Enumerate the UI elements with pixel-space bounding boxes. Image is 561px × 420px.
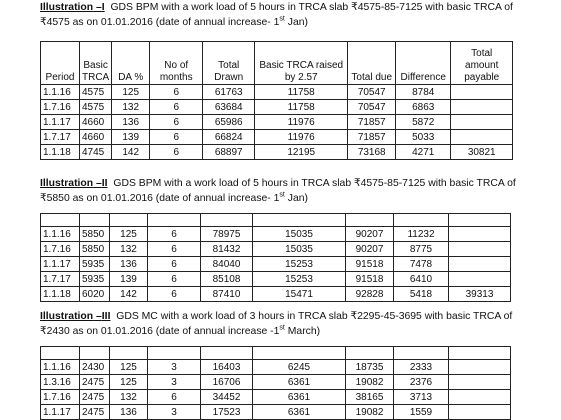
table-row xyxy=(41,85,513,100)
illustration-3-table xyxy=(40,346,511,420)
illustration-2-label: Illustration –II xyxy=(40,178,108,189)
table-row xyxy=(41,360,511,375)
table-cell: 11232 xyxy=(394,227,449,242)
table-cell: 3 xyxy=(148,375,201,390)
table-cell: 30821 xyxy=(451,145,513,160)
table-cell: 78975 xyxy=(201,227,253,242)
illustration-1-label: Illustration –I xyxy=(40,2,105,13)
table-cell: 4575 xyxy=(80,85,112,100)
table-cell: 66824 xyxy=(203,130,255,145)
table-cell xyxy=(80,347,110,360)
table-cell: 63684 xyxy=(203,100,255,115)
illustration-2-line1: GDS BPM with a work load of 5 hours in TRCA slab ₹4575-85-7125 with basic TRCA of xyxy=(113,178,516,189)
table-cell xyxy=(451,130,513,145)
table-cell: 132 xyxy=(112,100,150,115)
table-cell: 1.1.18 xyxy=(41,287,80,302)
table-cell: 2376 xyxy=(394,375,449,390)
table-cell: 6 xyxy=(148,242,201,257)
table-cell: 5935 xyxy=(80,257,110,272)
table-cell xyxy=(148,214,201,227)
table-cell: 6361 xyxy=(253,390,346,405)
table-cell xyxy=(253,214,346,227)
table-cell: 6 xyxy=(150,100,203,115)
table-cell: 11758 xyxy=(255,85,348,100)
column-header: Total due xyxy=(348,42,396,85)
table-cell: 71857 xyxy=(348,130,396,145)
illustration-2-heading xyxy=(40,177,552,192)
table-cell: 12195 xyxy=(255,145,348,160)
table-row xyxy=(41,390,511,405)
table-blank-row xyxy=(41,214,511,227)
illustration-1-line1: GDS BPM with a work load of 5 hours in TRCA slab ₹4575-85-7125 with basic TRCA of xyxy=(110,2,513,13)
table-cell: 4660 xyxy=(80,115,112,130)
table-cell: 91518 xyxy=(346,257,394,272)
table-cell: 139 xyxy=(112,130,150,145)
table-cell: 6 xyxy=(150,130,203,145)
table-cell: 15035 xyxy=(253,242,346,257)
table-cell: 139 xyxy=(110,272,148,287)
table-cell: 61763 xyxy=(203,85,255,100)
table-cell: 71857 xyxy=(348,115,396,130)
column-header: Basic TRCA xyxy=(80,42,112,85)
table-cell: 4575 xyxy=(80,100,112,115)
table-cell: 5033 xyxy=(396,130,451,145)
table-row xyxy=(41,227,511,242)
column-header: Basic TRCA raised by 2.57 xyxy=(255,42,348,85)
table-cell: 6 xyxy=(148,257,201,272)
table-cell: 1.3.16 xyxy=(41,375,80,390)
table-cell: 15253 xyxy=(253,257,346,272)
table-row xyxy=(41,257,511,272)
table-cell: 6245 xyxy=(253,360,346,375)
table-cell: 3 xyxy=(148,360,201,375)
table-cell: 15471 xyxy=(253,287,346,302)
table-cell: 90207 xyxy=(346,227,394,242)
table-cell xyxy=(451,115,513,130)
table-cell xyxy=(451,100,513,115)
table-cell: 5850 xyxy=(80,242,110,257)
table-cell: 6361 xyxy=(253,405,346,420)
table-cell: 19082 xyxy=(346,405,394,420)
table-cell xyxy=(449,272,511,287)
illustration-1-heading-line2: ₹4575 as on 01.01.2016 (date of annual increase- 1st Jan) xyxy=(40,15,308,28)
illustration-3-heading-line2: ₹2430 as on 01.01.2016 (date of annual increase -1st March) xyxy=(40,324,321,337)
table-cell: 1.7.16 xyxy=(41,100,80,115)
table-header-row xyxy=(41,42,513,85)
table-cell: 125 xyxy=(110,360,148,375)
table-cell: 1.1.16 xyxy=(41,360,80,375)
table-row xyxy=(41,405,511,420)
table-cell: 7478 xyxy=(394,257,449,272)
column-header: Period xyxy=(41,42,80,85)
table-cell xyxy=(449,242,511,257)
table-cell: 11976 xyxy=(255,130,348,145)
table-cell: 16403 xyxy=(201,360,253,375)
table-cell: 125 xyxy=(110,227,148,242)
table-cell: 91518 xyxy=(346,272,394,287)
table-cell: 5872 xyxy=(396,115,451,130)
table-cell: 8775 xyxy=(394,242,449,257)
table-cell: 2475 xyxy=(80,405,110,420)
table-cell: 132 xyxy=(110,242,148,257)
table-cell: 5418 xyxy=(394,287,449,302)
illustration-3-label: Illustration –III xyxy=(40,311,111,322)
table-blank-row xyxy=(41,347,511,360)
table-cell xyxy=(449,360,511,375)
table-cell: 3 xyxy=(148,405,201,420)
table-cell: 1.1.16 xyxy=(41,85,80,100)
illustration-3-line1: GDS MC with a work load of 3 hours in TRCA slab ₹2295-45-3695 with basic TRCA of xyxy=(116,311,513,322)
table-cell: 1.1.17 xyxy=(41,115,80,130)
table-cell: 65986 xyxy=(203,115,255,130)
table-cell: 6863 xyxy=(396,100,451,115)
illustration-3-heading xyxy=(40,310,552,325)
table-cell xyxy=(201,214,253,227)
table-cell: 4660 xyxy=(80,130,112,145)
table-cell xyxy=(449,257,511,272)
table-cell: 1559 xyxy=(394,405,449,420)
table-cell: 8784 xyxy=(396,85,451,100)
table-cell: 136 xyxy=(112,115,150,130)
table-cell: 92828 xyxy=(346,287,394,302)
table-row xyxy=(41,242,511,257)
table-cell xyxy=(253,347,346,360)
table-cell: 2333 xyxy=(394,360,449,375)
column-header: Total Drawn xyxy=(203,42,255,85)
table-cell xyxy=(346,347,394,360)
table-cell: 132 xyxy=(110,390,148,405)
illustration-1-table xyxy=(40,41,513,160)
table-cell: 6361 xyxy=(253,375,346,390)
table-cell: 15035 xyxy=(253,227,346,242)
table-cell xyxy=(394,347,449,360)
table-cell: 136 xyxy=(110,257,148,272)
table-cell xyxy=(449,405,511,420)
table-row xyxy=(41,115,513,130)
table-cell: 70547 xyxy=(348,100,396,115)
table-row xyxy=(41,100,513,115)
table-cell: 1.7.16 xyxy=(41,390,80,405)
table-cell xyxy=(394,214,449,227)
table-cell: 1.7.17 xyxy=(41,130,80,145)
illustration-1-heading xyxy=(40,1,552,16)
table-cell xyxy=(449,347,511,360)
table-cell: 6 xyxy=(150,85,203,100)
table-cell xyxy=(449,214,511,227)
table-cell: 5935 xyxy=(80,272,110,287)
table-cell xyxy=(449,375,511,390)
table-cell xyxy=(110,214,148,227)
table-cell xyxy=(41,347,80,360)
table-cell: 87410 xyxy=(201,287,253,302)
table-cell: 38165 xyxy=(346,390,394,405)
table-cell: 85108 xyxy=(201,272,253,287)
table-cell: 142 xyxy=(112,145,150,160)
table-cell: 1.1.16 xyxy=(41,227,80,242)
table-cell: 6 xyxy=(148,272,201,287)
table-cell xyxy=(451,85,513,100)
table-cell: 6410 xyxy=(394,272,449,287)
table-cell: 5850 xyxy=(80,227,110,242)
illustration-3-section xyxy=(40,310,552,418)
table-row xyxy=(41,130,513,145)
table-cell: 6 xyxy=(150,115,203,130)
table-cell: 15253 xyxy=(253,272,346,287)
illustration-1-section xyxy=(40,1,552,158)
table-cell: 2475 xyxy=(80,375,110,390)
table-cell: 125 xyxy=(110,375,148,390)
table-cell: 2430 xyxy=(80,360,110,375)
table-cell xyxy=(201,347,253,360)
table-row xyxy=(41,145,513,160)
table-cell: 84040 xyxy=(201,257,253,272)
table-cell: 16706 xyxy=(201,375,253,390)
table-cell: 1.1.18 xyxy=(41,145,80,160)
table-cell: 6020 xyxy=(80,287,110,302)
column-header: Difference xyxy=(396,42,451,85)
table-cell: 1.1.17 xyxy=(41,257,80,272)
table-cell xyxy=(80,214,110,227)
table-cell: 6 xyxy=(148,390,201,405)
table-cell xyxy=(41,214,80,227)
table-cell: 125 xyxy=(112,85,150,100)
table-cell: 4271 xyxy=(396,145,451,160)
table-cell: 34452 xyxy=(201,390,253,405)
table-cell: 73168 xyxy=(348,145,396,160)
illustration-2-heading-line2: ₹5850 as on 01.01.2016 (date of annual increase- 1st Jan) xyxy=(40,191,308,204)
column-header: No of months xyxy=(150,42,203,85)
table-cell: 90207 xyxy=(346,242,394,257)
table-row xyxy=(41,375,511,390)
column-header: DA % xyxy=(112,42,150,85)
table-cell: 6 xyxy=(150,145,203,160)
table-row xyxy=(41,272,511,287)
table-row xyxy=(41,287,511,302)
table-cell: 1.1.17 xyxy=(41,405,80,420)
table-cell: 68897 xyxy=(203,145,255,160)
table-cell: 1.7.17 xyxy=(41,272,80,287)
table-cell xyxy=(110,347,148,360)
column-header: Total amount payable xyxy=(451,42,513,85)
illustration-2-table xyxy=(40,213,511,302)
table-cell xyxy=(346,214,394,227)
table-cell: 19082 xyxy=(346,375,394,390)
table-cell: 3713 xyxy=(394,390,449,405)
table-cell xyxy=(148,347,201,360)
illustration-2-section xyxy=(40,177,552,300)
table-cell: 18735 xyxy=(346,360,394,375)
table-cell: 11976 xyxy=(255,115,348,130)
table-cell: 17523 xyxy=(201,405,253,420)
table-cell: 6 xyxy=(148,227,201,242)
table-cell: 4745 xyxy=(80,145,112,160)
table-cell: 11758 xyxy=(255,100,348,115)
table-cell: 6 xyxy=(148,287,201,302)
table-cell: 2475 xyxy=(80,390,110,405)
table-cell: 1.7.16 xyxy=(41,242,80,257)
table-cell: 70547 xyxy=(348,85,396,100)
table-cell: 81432 xyxy=(201,242,253,257)
table-cell: 136 xyxy=(110,405,148,420)
table-cell: 142 xyxy=(110,287,148,302)
table-cell: 39313 xyxy=(449,287,511,302)
table-cell xyxy=(449,227,511,242)
table-cell xyxy=(449,390,511,405)
